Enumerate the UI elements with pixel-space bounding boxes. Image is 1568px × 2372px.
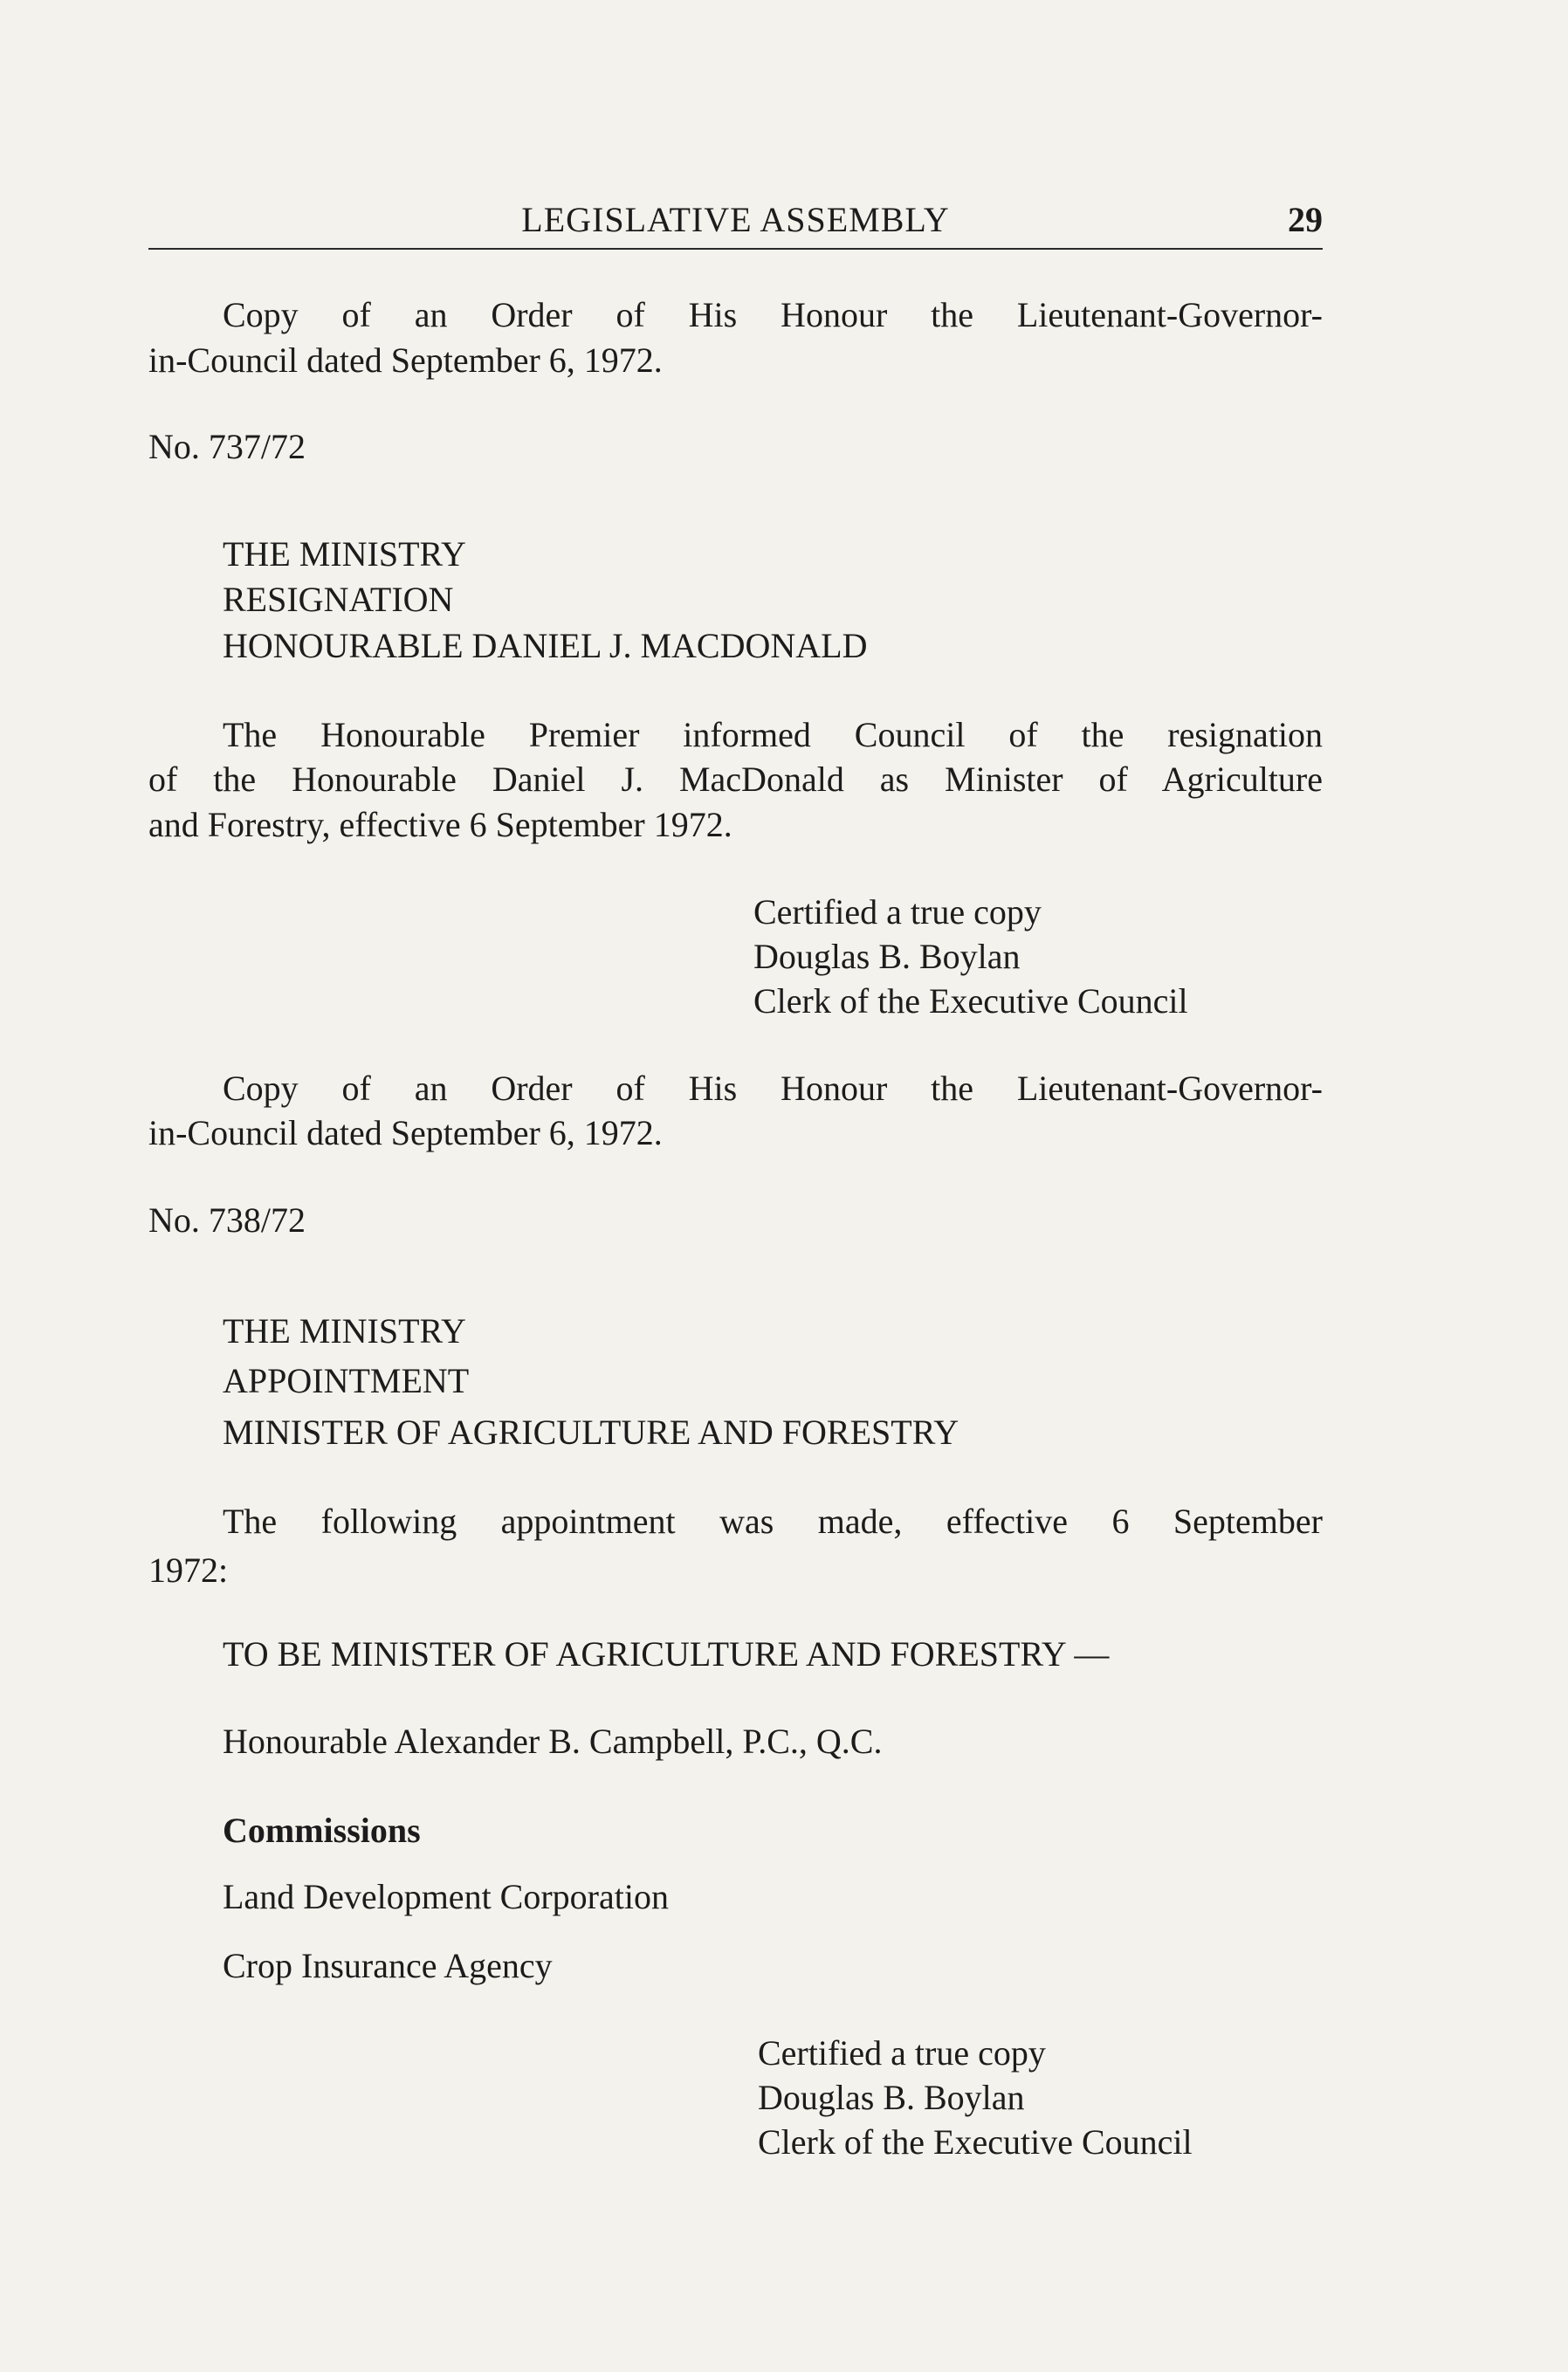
order2-certification-line1: Certified a true copy (758, 2033, 1046, 2073)
order2-intro-line2: in-Council dated September 6, 1972. (148, 1113, 663, 1152)
commission-item-crop-insurance: Crop Insurance Agency (223, 1946, 553, 1985)
order1-certification-line1: Certified a true copy (753, 892, 1042, 932)
order2-certification-line3: Clerk of the Executive Council (758, 2122, 1193, 2162)
order2-heading-line1: THE MINISTRY (223, 1311, 466, 1351)
order1-body-line1: The Honourable Premier informed Council of the resignation (223, 715, 1323, 754)
order1-number: No. 737/72 (148, 427, 306, 466)
order1-body-line3: and Forestry, effective 6 September 1972. (148, 805, 732, 844)
order1-heading-line2: RESIGNATION (223, 580, 454, 619)
order1-intro-line2: in-Council dated September 6, 1972. (148, 340, 663, 380)
order1-body-line2: of the Honourable Daniel J. MacDonald as Minister of Agriculture (148, 760, 1323, 799)
page-header (148, 190, 1323, 250)
appointment-title: TO BE MINISTER OF AGRICULTURE AND FORESTRY — (223, 1634, 1110, 1674)
appointee-name: Honourable Alexander B. Campbell, P.C., Q.C. (223, 1722, 883, 1761)
order2-heading-line2: APPOINTMENT (223, 1361, 470, 1400)
order2-certification-line2: Douglas B. Boylan (758, 2078, 1025, 2117)
order2-body-line1: The following appointment was made, effective 6 September (223, 1502, 1323, 1541)
order1-certification-line2: Douglas B. Boylan (753, 937, 1021, 976)
order1-certification-line3: Clerk of the Executive Council (753, 981, 1188, 1021)
order1-heading-line1: THE MINISTRY (223, 534, 466, 574)
page-number: 29 (1288, 200, 1323, 239)
order1-heading-line3: HONOURABLE DANIEL J. MACDONALD (223, 626, 868, 665)
commission-item-land-development: Land Development Corporation (223, 1877, 669, 1916)
order2-intro-line1: Copy of an Order of His Honour the Lieutenant-Governor- (223, 1069, 1323, 1108)
commissions-heading: Commissions (223, 1811, 421, 1850)
header-title: LEGISLATIVE ASSEMBLY (521, 200, 950, 239)
order2-heading-line3: MINISTER OF AGRICULTURE AND FORESTRY (223, 1413, 959, 1452)
order2-number: No. 738/72 (148, 1200, 306, 1240)
order2-body-line2: 1972: (148, 1550, 229, 1590)
order1-intro-line1: Copy of an Order of His Honour the Lieutenant-Governor- (223, 295, 1323, 334)
